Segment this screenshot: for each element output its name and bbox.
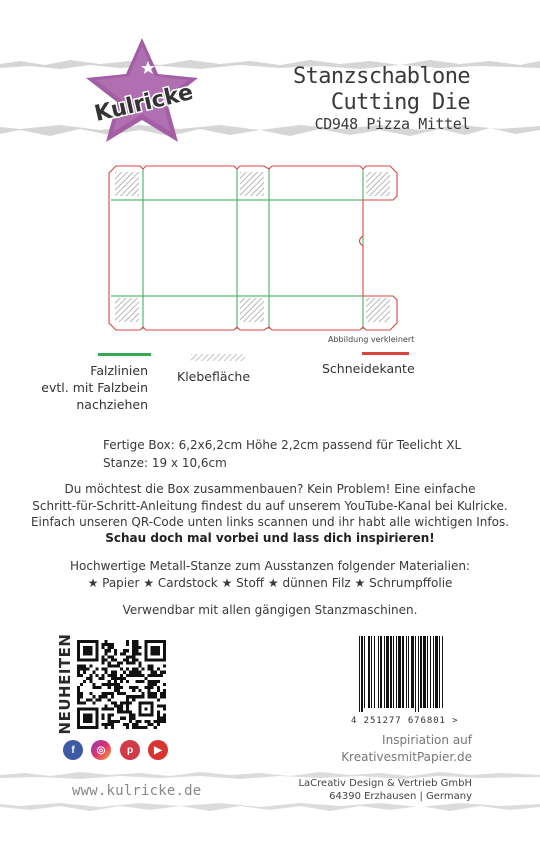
kulricke-logo <box>74 34 210 146</box>
product-code: CD948 Pizza Mittel <box>314 115 470 133</box>
company-name: LaCreativ Design & Vertrieb GmbH <box>298 778 472 789</box>
fold-label-line3: nachziehen <box>76 397 148 412</box>
barcode-number: 4 251277 676801 > <box>351 716 459 726</box>
facebook-icon[interactable]: f <box>63 740 83 760</box>
neuheiten-label: NEUHEITEN <box>56 633 74 735</box>
compatibility-note: Verwendbar mit allen gängigen Stanzmaschinen. <box>122 603 418 617</box>
promo-line-4: Schau doch mal vorbei und lass dich inspirieren! <box>105 531 435 545</box>
neuheiten-label-wrap <box>56 633 74 735</box>
spec-box-size: Fertige Box: 6,2x6,2cm Höhe 2,2cm passend für Teelicht XL <box>103 438 462 452</box>
inspiration-label: Inspiriation auf <box>382 733 472 747</box>
title-english: Cutting Die <box>330 90 470 115</box>
inspiration-link[interactable]: KreativesmitPapier.de <box>341 750 472 764</box>
fold-label-line1: Falzlinien <box>90 363 148 378</box>
fold-legend-label <box>41 362 148 413</box>
youtube-icon[interactable]: ▶ <box>148 740 168 760</box>
instagram-icon[interactable]: ◎ <box>91 740 111 760</box>
cut-line-swatch <box>362 352 409 355</box>
fold-label-line2: evtl. mit Falzbein <box>41 380 148 395</box>
cut-legend-label: Schneidekante <box>322 361 415 376</box>
barcode <box>358 636 475 712</box>
svg-text:Kulricke: Kulricke <box>92 80 196 127</box>
qr-code[interactable] <box>77 640 166 729</box>
title-german: Stanzschablone <box>292 64 470 89</box>
promo-line-2: Schritt-für-Schritt-Anleitung findest du auf unserem YouTube-Kanal bei Kulricke. <box>32 499 508 513</box>
die-cut-diagram <box>104 161 408 333</box>
glue-legend-label: Klebefläche <box>177 369 251 384</box>
promo-line-1: Du möchtest die Box zusammenbauen? Kein Problem! Eine einfache <box>64 482 476 496</box>
diagram-caption: Abbildung verkleinert <box>328 335 415 344</box>
website-link[interactable]: www.kulricke.de <box>72 783 202 799</box>
glue-area-swatch <box>191 354 245 361</box>
materials-intro: Hochwertige Metall-Stanze zum Ausstanzen folgender Materialien: <box>70 559 470 573</box>
materials-list: ★ Papier ★ Cardstock ★ Stoff ★ dünnen Filz ★ Schrumpffolie <box>87 576 453 590</box>
pinterest-icon[interactable]: p <box>120 740 140 760</box>
company-address: 64390 Erzhausen | Germany <box>329 791 472 802</box>
glue-flaps <box>115 172 390 322</box>
fold-line-swatch <box>98 353 151 356</box>
spec-die-size: Stanze: 19 x 10,6cm <box>103 456 227 470</box>
promo-line-3: Einfach unseren QR-Code unten links scannen und ihr habt alle wichtigen Infos. <box>30 515 510 529</box>
